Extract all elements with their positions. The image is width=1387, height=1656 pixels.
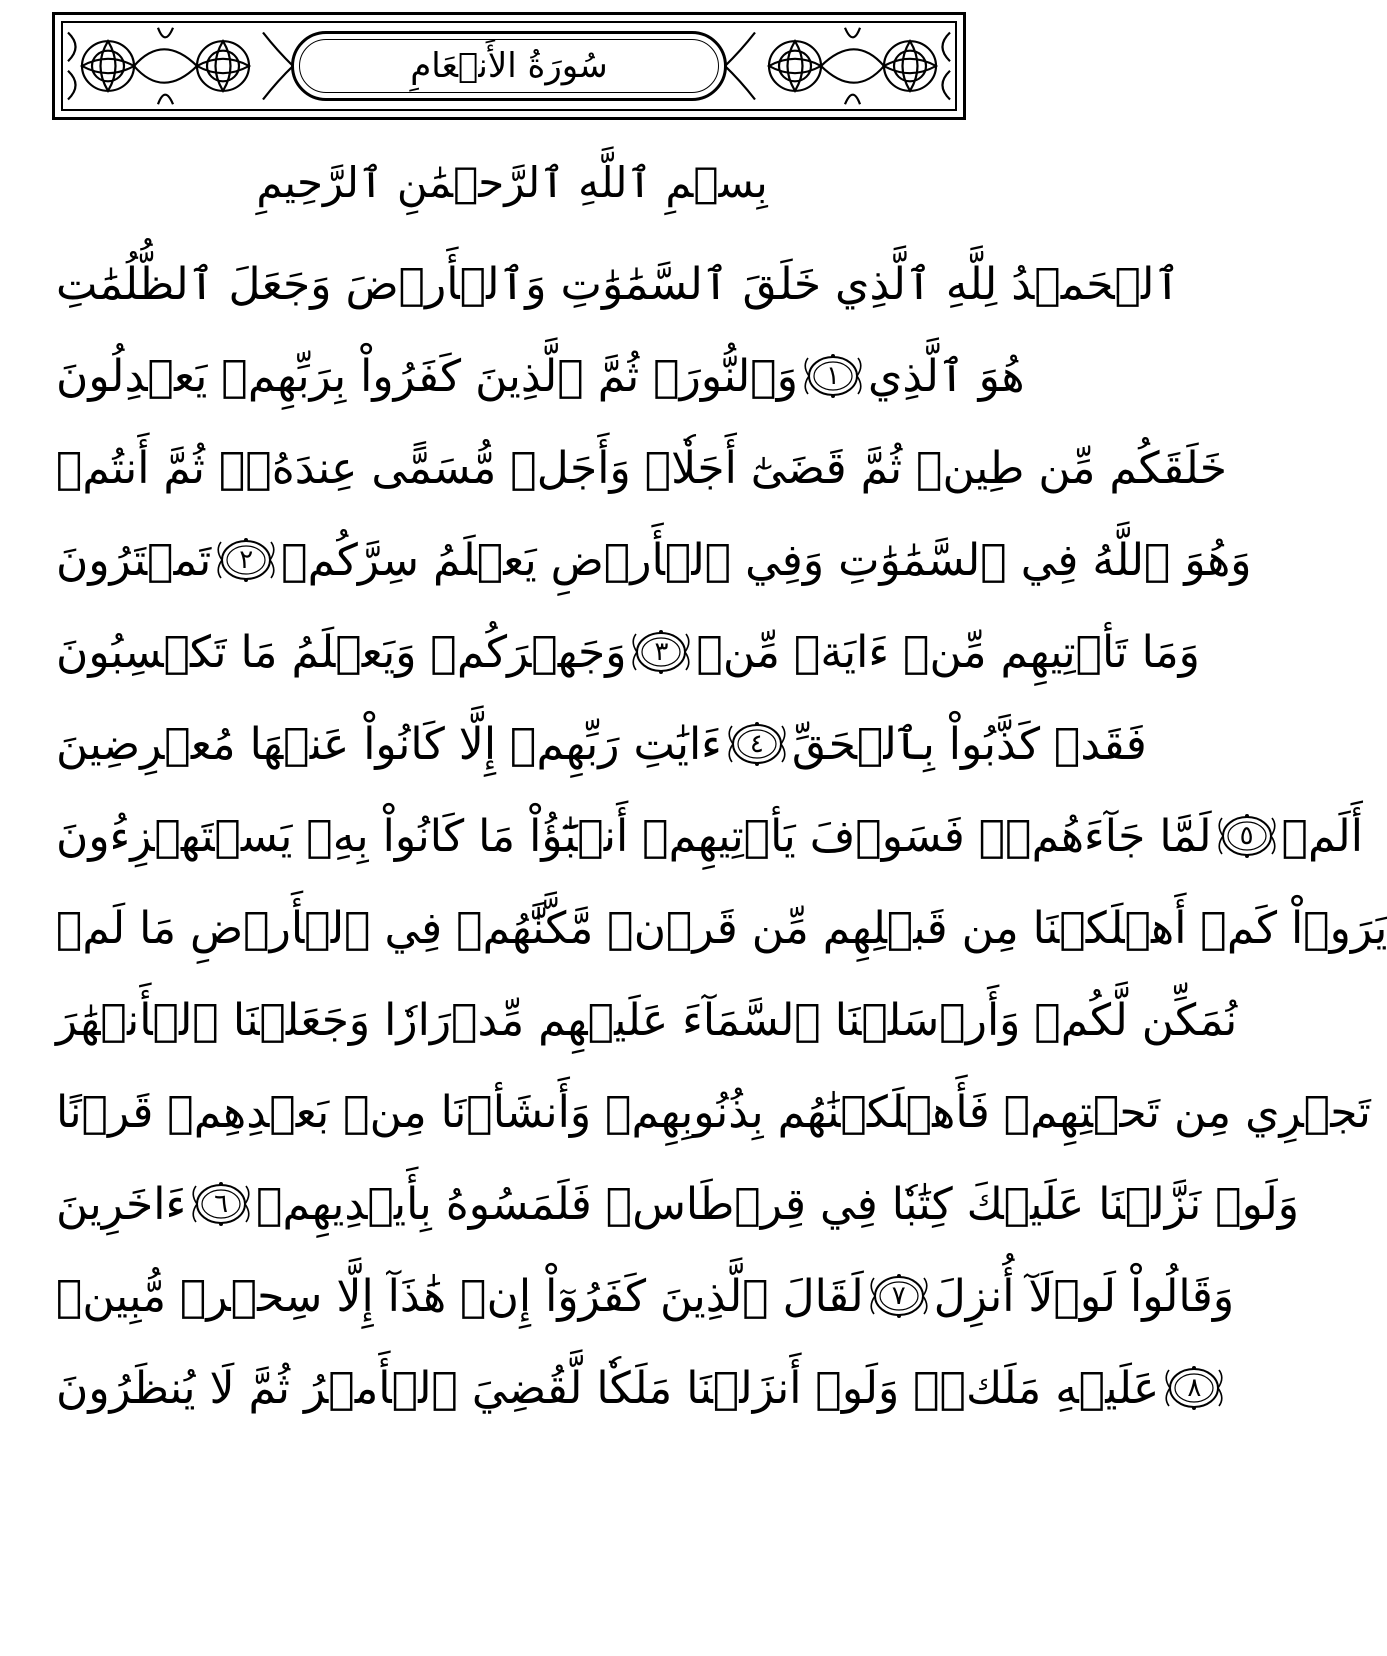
text-line [56,974,1238,1066]
verse-text: ءَايَٰتِ رَبِّهِمۡ إِلَّا كَانُواْ عَنۡهَا مُعۡرِضِينَ [56,718,722,770]
surah-title: سُورَةُ الأَنۡعَامِ [410,46,608,86]
verse-text: وَجَهۡرَكُمۡ وَيَعۡلَمُ مَا تَكۡسِبُونَ [56,626,627,678]
verse-text: وَمَا تَأۡتِيهِم مِّنۡ ءَايَةٖ مِّنۡ [696,626,1200,678]
ayah-number: ٣ [654,637,669,667]
ayah-number-marker [626,628,696,676]
ayah-number-marker [1212,812,1282,860]
arabesque-ornament-left-icon [63,23,293,109]
verse-text: ٱلۡحَمۡدُ لِلَّهِ ٱلَّذِي خَلَقَ ٱلسَّمَٰوَٰتِ وَٱلۡأَرۡضَ وَجَعَلَ ٱلظُّلُمَٰتِ [56,258,1181,310]
text-line [56,1158,1299,1250]
verse-text: تَجۡرِي مِن تَحۡتِهِمۡ فَأَهۡلَكۡنَٰهُم بِذُنُوبِهِمۡ وَأَنشَأۡنَا مِنۢ بَعۡدِهِمۡ قَرۡنًا [56,1086,1371,1138]
ayah-number: ٢ [239,545,254,575]
verse-text: لَقَالَ ٱلَّذِينَ كَفَرُوٓاْ إِنۡ هَٰذَآ إِلَّا سِحۡرٞ مُّبِينٞ [56,1270,864,1322]
verse-text: وَقَالُواْ لَوۡلَآ أُنزِلَ [933,1270,1235,1322]
verse-text: وَهُوَ ٱللَّهُ فِي ٱلسَّمَٰوَٰتِ وَفِي ٱلۡأَرۡضِ يَعۡلَمُ سِرَّكُمۡ [281,534,1252,586]
ayah-number-marker [211,536,281,584]
verse-text: ءَاخَرِينَ [56,1178,187,1230]
verse-text: أَلَمۡ [1281,810,1363,862]
verse-text: يَرَوۡاْ كَمۡ أَهۡلَكۡنَا مِن قَبۡلِهِم مِّن قَرۡنٖ مَّكَّنَّٰهُمۡ فِي ٱلۡأَرۡضِ مَا لَمۡ [56,902,1387,954]
verse-text: نُمَكِّن لَّكُمۡ وَأَرۡسَلۡنَا ٱلسَّمَآءَ عَلَيۡهِم مِّدۡرَارٗا وَجَعَلۡنَا ٱلۡأَنۡهَٰرَ [56,994,1238,1046]
surah-header [52,12,966,120]
ayah-number-marker [1159,1364,1229,1412]
ayah-number-marker [798,352,868,400]
ayah-number-marker [864,1272,934,1320]
ayah-number: ٤ [749,729,764,759]
arabesque-ornament-right-icon [725,23,955,109]
verse-lines [56,238,1387,1434]
ayah-number-marker [722,720,792,768]
text-line [56,514,1252,606]
verse-text: لَمَّا جَآءَهُمۡۖ فَسَوۡفَ يَأۡتِيهِمۡ أَنۢبَٰٓؤُاْ مَا كَانُواْ بِهِۦ يَسۡتَهۡزِءُونَ [56,810,1212,862]
verse-text: هُوَ ٱلَّذِي [867,350,1025,402]
ayah-number: ٥ [1239,821,1254,851]
verse-text: تَمۡتَرُونَ [56,534,212,586]
ayah-number: ٦ [214,1189,229,1219]
basmala: بِسۡمِ ٱللَّهِ ٱلرَّحۡمَٰنِ ٱلرَّحِيمِ [256,158,768,207]
text-line [56,1066,1371,1158]
text-line [56,882,1387,974]
verse-text: عَلَيۡهِ مَلَكٞۖ وَلَوۡ أَنزَلۡنَا مَلَكٗا لَّقُضِيَ ٱلۡأَمۡرُ ثُمَّ لَا يُنظَرُونَ [56,1362,1160,1414]
ayah-number: ١ [825,361,840,391]
text-line [56,238,1181,330]
header-inner-frame [61,21,957,111]
ayah-number-marker [186,1180,256,1228]
verse-text: وَلَوۡ نَزَّلۡنَا عَلَيۡكَ كِتَٰبٗا فِي قِرۡطَاسٖ فَلَمَسُوهُ بِأَيۡدِيهِمۡ [256,1178,1299,1230]
text-line [56,422,1227,514]
verse-text: وَٱلنُّورَۖ ثُمَّ ٱلَّذِينَ كَفَرُواْ بِرَبِّهِمۡ يَعۡدِلُونَ [56,350,798,402]
ayah-number: ٧ [891,1281,906,1311]
ayah-number: ٨ [1187,1373,1202,1403]
text-line [56,1250,1235,1342]
text-line [56,606,1200,698]
text-line [56,330,1025,422]
verse-text: خَلَقَكُم مِّن طِينٖ ثُمَّ قَضَىٰٓ أَجَلٗاۖ وَأَجَلٞ مُّسَمًّى عِندَهُۥۖ ثُمَّ أَنتُمۡ [56,442,1227,494]
text-line [56,790,1363,882]
text-line [56,1342,1202,1434]
text-line [56,698,1147,790]
verse-text: فَقَدۡ كَذَّبُواْ بِٱلۡحَقِّ [791,718,1147,770]
surah-title-cartouche [291,31,727,101]
